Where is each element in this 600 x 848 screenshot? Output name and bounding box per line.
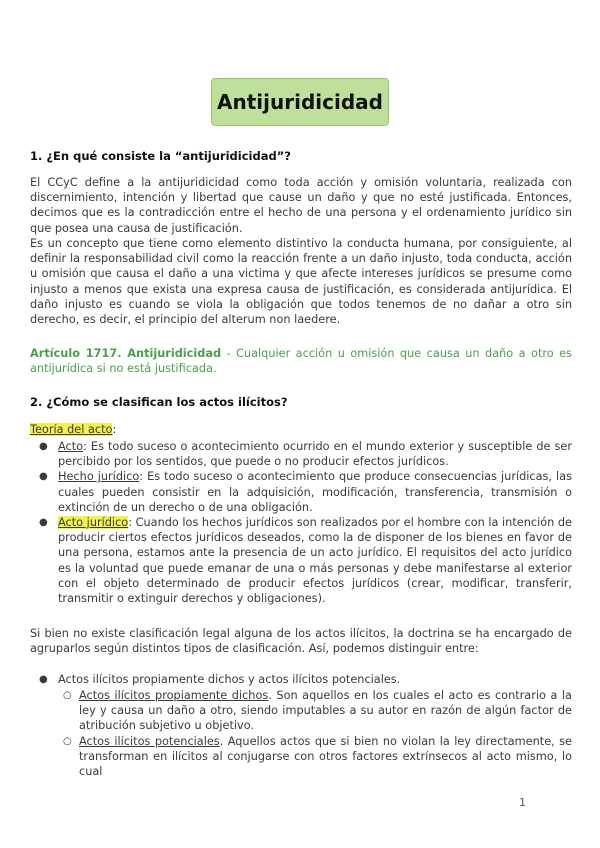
teoria-colon: : — [112, 423, 117, 436]
sub-term: Actos ilícitos potenciales — [79, 734, 220, 748]
sub-text: . Son aquellos en los cuales el acto es contrario a la ley y causa un daño a otro, siendo imputables a su autor en razón de algún factor de atribución subjetivo u objetivo. — [79, 689, 572, 733]
clasificacion-sub-list — [63, 688, 572, 779]
teoria-del-acto-label: Teoría del acto — [30, 423, 113, 436]
bullet-icon: ● — [39, 441, 48, 452]
sub-term: Actos ilícitos propiamente dichos — [79, 689, 269, 702]
circle-bullet-icon: ○ — [63, 690, 72, 701]
circle-bullet-icon: ○ — [63, 735, 72, 747]
article-1717-quote — [30, 346, 572, 376]
article-title: Artículo 1717. Antijuridicidad — [30, 347, 222, 360]
page-title: Antijuridicidad — [211, 78, 389, 126]
clasificacion-list — [39, 672, 572, 687]
teoria-del-acto-heading — [30, 422, 572, 437]
bullet-term-highlighted: Acto jurídico — [58, 516, 129, 530]
bullet-term: Hecho jurídico — [58, 470, 140, 484]
sub-text: . Aquellos actos que si bien no violan la ley directamente, se transforman en ilícitos al conjugarse con otros factores extrínsecos al acto mismo, lo cual — [79, 734, 572, 779]
list-item — [39, 439, 572, 469]
bullet-icon: ● — [39, 674, 48, 685]
list-item-text: Actos ilícitos propiamente dichos y actos ilícitos potenciales. — [58, 673, 401, 686]
page-number: 1 — [519, 796, 526, 809]
bullet-icon: ● — [39, 471, 48, 483]
question-1-heading: 1. ¿En qué consiste la “antijuridicidad”? — [30, 149, 291, 163]
question-2-heading: 2. ¿Cómo se clasifican los actos ilícitos? — [30, 395, 288, 409]
list-item — [39, 469, 572, 515]
sub-list-item — [63, 688, 572, 734]
bullet-term: Acto — [58, 440, 84, 453]
bullet-icon: ● — [39, 517, 48, 529]
paragraph-2: Es un concepto que tiene como elemento distintivo la conducta humana, por consiguiente, al definir la responsabilidad civil como la reacción frente a un daño injusto, toda conducta, acción u omisión que causa el daño a una victima y que afecte intereses jurídicos se presume como injusto a menos que exista una expresa causa de justificación, es considerada antijurídica. El daño injusto es cuando se viola la obligación que todos tenemos de no dañar a otro sin derecho, es decir, el principio del alterum non laedere. — [30, 237, 572, 327]
article-text: - Cualquier acción u omisión que causa un daño a otro es antijurídica si no está justificada. — [30, 347, 572, 376]
teoria-bullet-list — [39, 439, 573, 606]
list-item — [39, 515, 573, 606]
bullet-text: : Es todo suceso o acontecimiento que produce consecuencias jurídicas, las cuales pueden consistir en la adquisición, modificación, transferencia, transmisión o extinción de un derecho o de una obligación. — [58, 470, 572, 514]
list-item — [39, 672, 572, 687]
bullet-text: : Es todo suceso o acontecimiento ocurrido en el mundo exterior y susceptible de ser percibido por los sentidos, que puede o no producir efectos jurídicos. — [58, 440, 572, 469]
sub-list-item — [63, 734, 572, 780]
bullet-text: : Cuando los hechos jurídicos son realizados por el hombre con la intención de producir ciertos efectos jurídicos deseados, como la de disponer de los bienes en favor de una persona, estamos ante la presencia de un acto jurídico. El requisitos del acto jurídico es la voluntad que puede emanar de una o más personas y debe manifestarse al exterior con el objeto determinado de producir efectos jurídicos (crear, modificar, transferir, transmitir o extinguir derechos y obligaciones). — [58, 516, 573, 606]
paragraph-3: Si bien no existe clasificación legal alguna de los actos ilícitos, la doctrina se ha encargado de agruparlos según distintos tipos de clasificación. Así, podemos distinguir entre: — [30, 627, 572, 656]
paragraph-1: El CCyC define a la antijuridicidad como toda acción y omisión voluntaria, realizada con discernimiento, intención y libertad que cause un daño y que no esté justificada. Entonces, decimos que es la contradicción entre el hecho de una persona y el ordenamiento jurídico sin que posea una causa de justificación. — [30, 176, 572, 235]
